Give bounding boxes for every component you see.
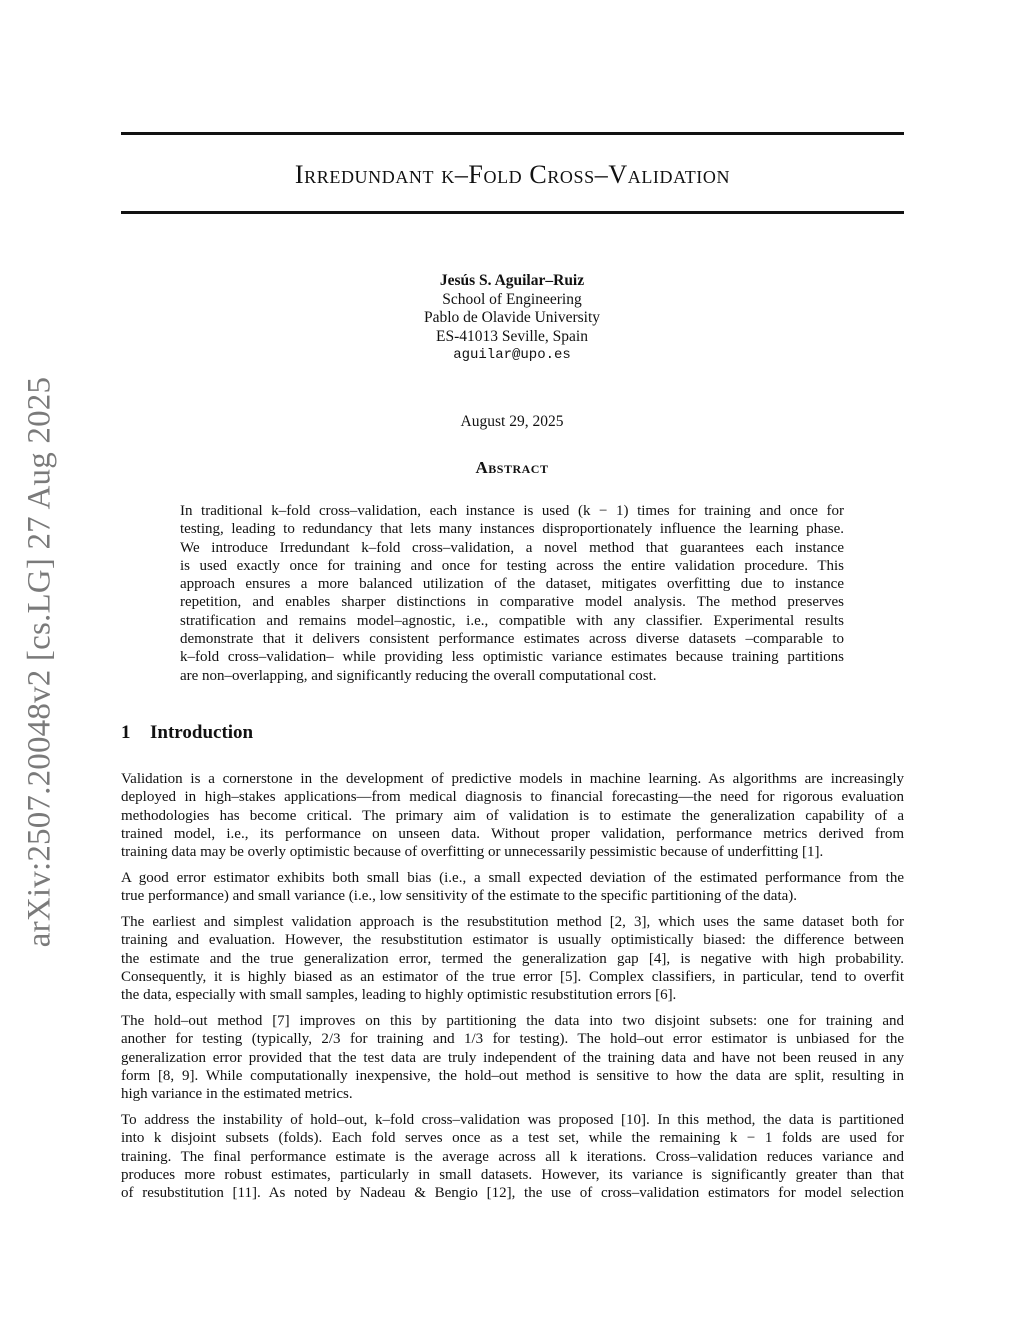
introduction-body bbox=[121, 770, 904, 1210]
text-line: the estimate and the true generalization error, termed the generalization gap [4], is negative with high probability. bbox=[121, 950, 904, 967]
text-line: trained model, i.e., its performance on unseen data. Without proper validation, performance metrics derived from bbox=[121, 825, 904, 842]
text-line: into k disjoint subsets (folds). Each fold serves once as a test set, while the remaining k − 1 folds are used for bbox=[121, 1130, 904, 1147]
section-number: 1 bbox=[121, 722, 131, 743]
text-line: high variance in the estimated metrics. bbox=[121, 1086, 353, 1103]
paragraph bbox=[121, 913, 904, 1004]
text-line: methodologies has become critical. The primary aim of validation is to estimate the generalization capability of a bbox=[121, 807, 904, 824]
author-name: Jesús S. Aguilar–Ruiz bbox=[439, 272, 585, 289]
text-line: To address the instability of hold–out, k–fold cross–validation was proposed [10]. In this method, the data is partitioned bbox=[121, 1112, 904, 1129]
text-line: produces more robust estimates, particularly in small datasets. However, its variance is significantly greater than that bbox=[121, 1166, 904, 1183]
abstract-line: stratification and remains model–agnostic, i.e., compatible with any classifier. Experimental results bbox=[180, 612, 844, 629]
text-line: true performance) and small variance (i.e., low sensitivity of the estimate to the specific partitioning of the data). bbox=[121, 888, 798, 905]
abstract-line: repetition, and enables sharper distinctions in comparative model analysis. The method preserves bbox=[180, 594, 844, 611]
text-line: deployed in high–stakes applications—from medical diagnosis to financial forecasting—the need for rigorous evaluation bbox=[121, 789, 904, 806]
section-heading bbox=[121, 722, 253, 744]
paper-date: August 29, 2025 bbox=[460, 413, 564, 430]
author-affiliation: Pablo de Olavide University bbox=[423, 309, 601, 326]
paragraph bbox=[121, 1111, 904, 1202]
abstract-line: is used exactly once for training and once for testing across the entire validation procedure. This bbox=[180, 557, 844, 574]
abstract-line: demonstrate that it delivers consistent performance estimates across diverse datasets –comparable to bbox=[180, 631, 844, 648]
author-block bbox=[312, 272, 712, 365]
abstract-body bbox=[180, 502, 844, 685]
author-affiliation: ES-41013 Seville, Spain bbox=[436, 327, 588, 345]
abstract-line: are non–overlapping, and significantly reducing the overall computational cost. bbox=[180, 667, 657, 684]
text-line: training. The final performance estimate is the average across all k iterations. Cross–validation reduces variance and bbox=[121, 1148, 904, 1165]
paragraph bbox=[121, 869, 904, 906]
text-line: Validation is a cornerstone in the development of predictive models in machine learning. As algorithms are increasingly bbox=[121, 771, 904, 787]
abstract-line: testing, leading to redundancy that lets many instances disproportionately influence the learning phase. bbox=[180, 521, 844, 538]
text-line: The hold–out method [7] improves on this by partitioning the data into two disjoint subsets: one for training and bbox=[121, 1013, 904, 1030]
text-line: training and evaluation. However, the resubstitution estimator is usually optimistically biased: the difference between bbox=[121, 932, 904, 949]
text-line: training data may be overly optimistic because of overfitting or unnecessarily pessimistic because of underfitting [1]. bbox=[121, 844, 824, 861]
arxiv-side-stamp: arXiv:2507.20048v2 [cs.LG] 27 Aug 2025 bbox=[21, 376, 58, 948]
text-line: another for testing (typically, 2/3 for training and 1/3 for testing). The hold–out error estimator is unbiased for the bbox=[121, 1031, 904, 1048]
text-line: generalization error provided that the test data are truly independent of the training data and have not been reused in any bbox=[121, 1049, 904, 1066]
text-line: of resubstitution [11]. As noted by Nadeau & Bengio [12], the use of cross–validation estimators for model selection bbox=[121, 1185, 904, 1202]
section-title: Introduction bbox=[150, 722, 254, 743]
paragraph bbox=[121, 1012, 904, 1103]
text-line: The earliest and simplest validation approach is the resubstitution method [2, 3], which uses the same dataset both for bbox=[121, 914, 904, 931]
abstract-line: In traditional k–fold cross–validation, each instance is used (k − 1) times for training and once for bbox=[180, 503, 844, 519]
text-line: Consequently, it is highly biased as an estimator of the true error [5]. Complex classifiers, in particular, tend to overfit bbox=[121, 968, 904, 985]
text-line: the data, especially with small samples, leading to highly optimistic resubstitution errors [6]. bbox=[121, 987, 677, 1004]
text-line: A good error estimator exhibits both small bias (i.e., a small expected deviation of the estimated performance from the bbox=[121, 869, 904, 886]
title-rule-bottom bbox=[121, 211, 904, 214]
abstract-line: We introduce Irredundant k–fold cross–validation, a novel method that guarantees each instance bbox=[180, 539, 844, 556]
abstract-heading: Abstract bbox=[475, 458, 549, 477]
abstract-line: k–fold cross–validation– while providing less optimistic variance estimates because training partitions bbox=[180, 649, 844, 666]
author-affiliation: School of Engineering bbox=[442, 290, 582, 308]
paragraph bbox=[121, 770, 904, 861]
text-line: form [8, 9]. While computationally inexpensive, the hold–out method is sensitive to how the data are split, resulting in bbox=[121, 1067, 904, 1084]
title-rule-top bbox=[121, 132, 904, 135]
abstract-line: approach ensures a more balanced utilization of the dataset, mitigates overfitting due to instance bbox=[180, 576, 844, 593]
author-email[interactable]: aguilar@upo.es bbox=[453, 347, 571, 363]
paper-title: Irredundant k–Fold Cross–Validation bbox=[294, 160, 731, 189]
